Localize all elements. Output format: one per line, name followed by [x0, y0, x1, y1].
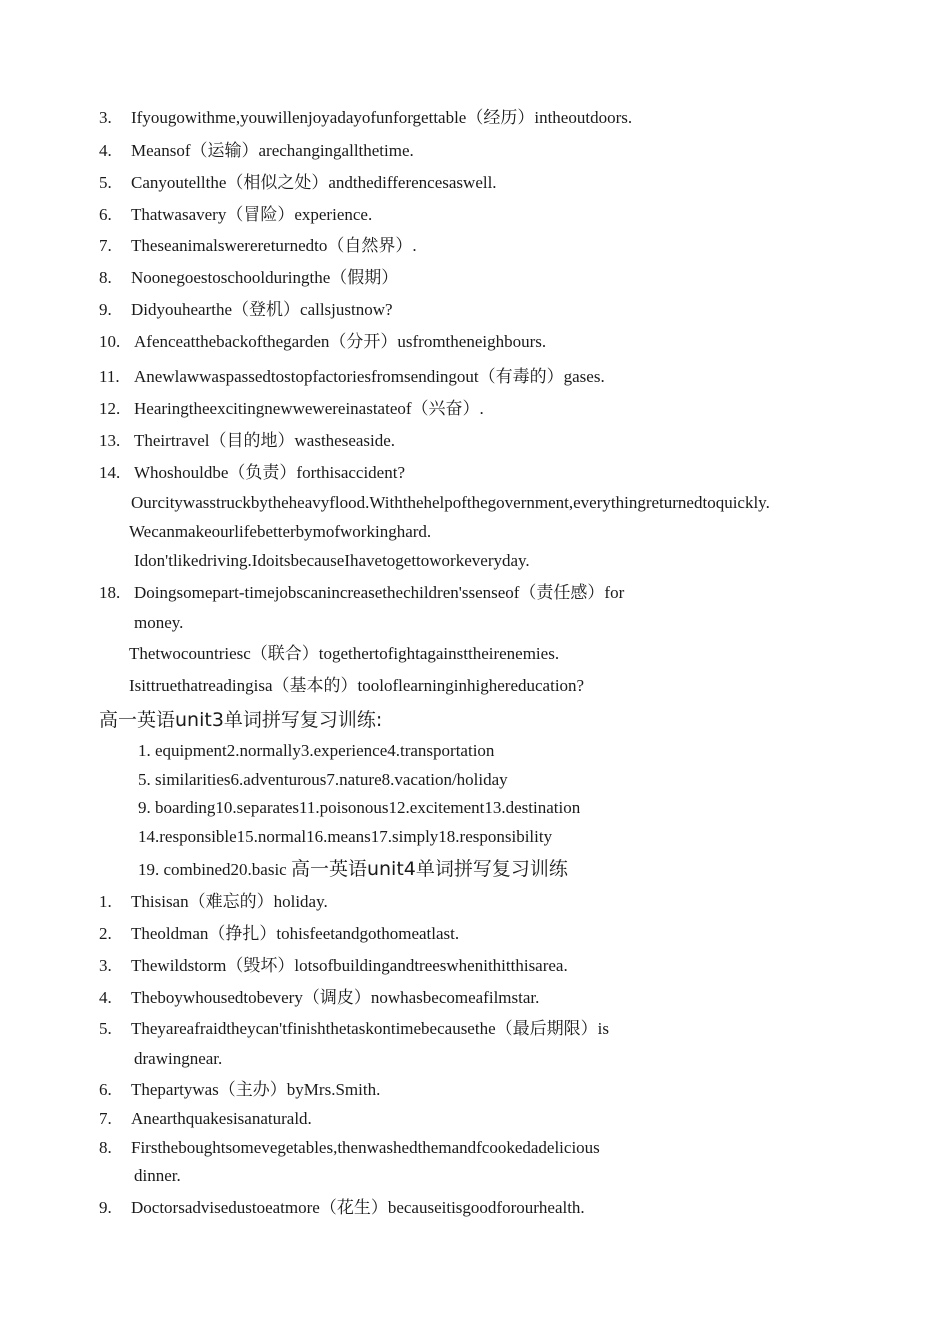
item-text: Anewlawwaspassedtostopfactoriesfromsendingout（有毒的）gases.	[134, 367, 605, 386]
sentence-text: Isittruethatreadingisa（基本的）tooloflearninginhighereducation?	[129, 676, 585, 695]
item-text: Theboywhousedtobevery（调皮）nowhasbecomeafilmstar.	[131, 988, 540, 1007]
item-number: 8.	[99, 1138, 112, 1157]
item-text: Theirtravel（目的地）wastheseaside.	[134, 431, 396, 450]
answer-line: 14.responsible15.normal16.means17.simply18.responsibility	[138, 827, 553, 846]
item-text: Thisisan（难忘的）holiday.	[131, 892, 328, 911]
answer-line: 9. boarding10.separates11.poisonous12.excitement13.destination	[138, 798, 581, 817]
answer-line: 5. similarities6.adventurous7.nature8.vacation/holiday	[138, 770, 508, 789]
item-text: Firstheboughtsomevegetables,thenwashedthemandfcookedadelicious	[131, 1138, 600, 1157]
item-text: Noonegoestoschoolduringthe（假期）	[131, 268, 399, 287]
item-number: 13.	[99, 431, 121, 450]
item-text: Hearingtheexcitingnewwewereinastateof（兴奋）.	[134, 399, 484, 418]
answer-line	[138, 856, 568, 883]
item-text: Whoshouldbe（负责）forthisaccident?	[134, 463, 405, 482]
item-number: 4.	[99, 141, 112, 160]
item-text: Didyouhearthe（登机）callsjustnow?	[131, 300, 393, 319]
item-number: 10.	[99, 332, 121, 351]
section-heading: 高一英语unit3单词拼写复习训练:	[99, 709, 383, 731]
item-number: 5.	[99, 1019, 112, 1038]
section-heading: 高一英语unit4单词拼写复习训练	[290, 858, 568, 880]
answer-text: 19. combined20.basic	[138, 860, 287, 879]
item-number: 4.	[99, 988, 112, 1007]
item-text: Theyareafraidtheycan'tfinishthetaskontimebecausethe（最后期限）is	[131, 1019, 609, 1038]
item-number: 2.	[99, 924, 112, 943]
item-text: Doingsomepart-timejobscanincreasethechildren'ssenseof（责任感）for	[134, 583, 625, 602]
item-text: Thatwasavery（冒险）experience.	[131, 205, 373, 224]
item-text: Canyoutellthe（相似之处）andthedifferencesaswell.	[131, 173, 497, 192]
item-number: 7.	[99, 236, 112, 255]
item-text: Thepartywas（主办）byMrs.Smith.	[131, 1080, 381, 1099]
item-number: 9.	[99, 1198, 112, 1217]
sentence-text: Wecanmakeourlifebetterbymofworkinghard.	[129, 522, 432, 541]
sentence-text: Ourcitywasstruckbytheheavyflood.Withthehelpofthegovernment,everythingreturnedtoquickly.	[131, 493, 770, 512]
item-number: 1.	[99, 892, 112, 911]
answer-line: 1. equipment2.normally3.experience4.transportation	[138, 741, 495, 760]
item-text: Anearthquakesisanaturald.	[131, 1109, 312, 1128]
item-number: 7.	[99, 1109, 112, 1128]
item-number: 5.	[99, 173, 112, 192]
item-number: 9.	[99, 300, 112, 319]
item-text: Ifyougowithme,youwillenjoyadayofunforgettable（经历）intheoutdoors.	[131, 108, 633, 127]
item-number: 11.	[99, 367, 120, 386]
sentence-text: Idon'tlikedriving.IdoitsbecauseIhavetogettoworkeveryday.	[134, 551, 530, 570]
item-number: 6.	[99, 205, 112, 224]
item-text: Thewildstorm（毁坏）lotsofbuildingandtreeswhenithitthisarea.	[131, 956, 568, 975]
item-number: 12.	[99, 399, 121, 418]
item-number: 14.	[99, 463, 121, 482]
item-text: Theseanimalswerereturnedto（自然界）.	[131, 236, 417, 255]
item-text: Doctorsadvisedustoeatmore（花生）becauseitisgoodforourhealth.	[131, 1198, 585, 1217]
item-number: 8.	[99, 268, 112, 287]
item-text-continuation: dinner.	[134, 1166, 181, 1185]
item-number: 18.	[99, 583, 121, 602]
item-number: 3.	[99, 956, 112, 975]
item-text-continuation: drawingnear.	[134, 1049, 223, 1068]
item-text: Afenceatthebackofthegarden（分开）usfromtheneighbours.	[134, 332, 547, 351]
item-text: Meansof（运输）arechangingallthetime.	[131, 141, 414, 160]
item-number: 6.	[99, 1080, 112, 1099]
item-text: Theoldman（挣扎）tohisfeetandgothomeatlast.	[131, 924, 460, 943]
item-number: 3.	[99, 108, 112, 127]
sentence-text: Thetwocountriesc（联合）togethertofightagainsttheirenemies.	[129, 644, 560, 663]
item-text-continuation: money.	[134, 613, 184, 632]
